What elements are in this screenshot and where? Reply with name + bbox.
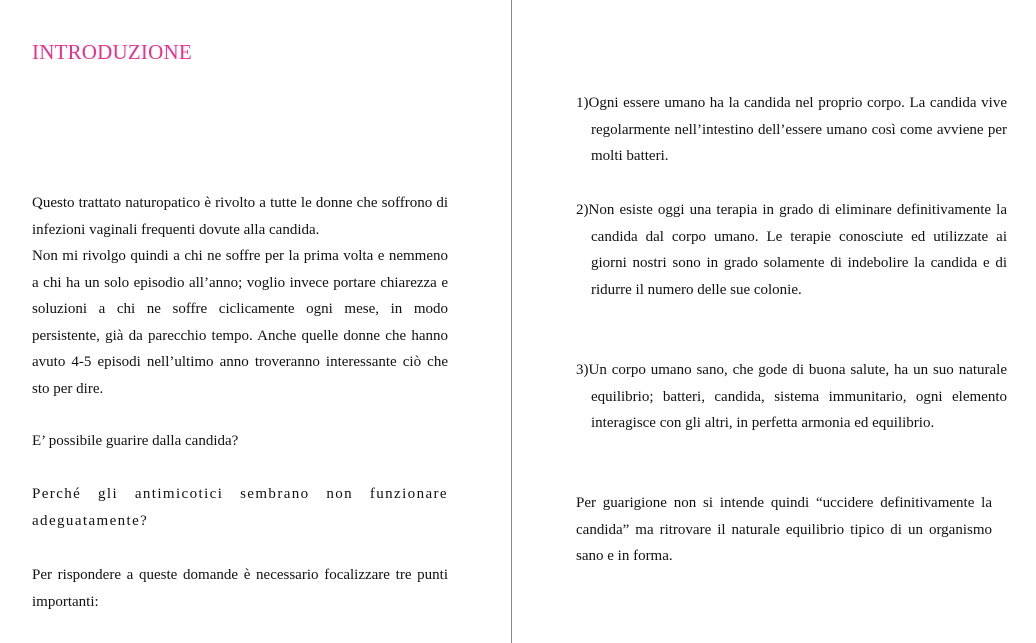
conclusion-paragraph: Per guarigione non si intende quindi “uccidere definitivamente la candida” ma ritrovare il naturale equilibrio tipico di un organismo sano e in forma. [576,495,992,564]
intro-paragraph-1: Questo trattato naturopatico è rivolto a tutte le donne che soffrono di infezioni vaginali frequenti dovute alla candida. [32,195,448,238]
intro-paragraph-2: Non mi rivolgo quindi a chi ne soffre per la prima volta e nemmeno a chi ha un solo episodio all’anno; voglio invece portare chiarezza e soluzioni a chi ne soffre ciclicamente ogni mese, in modo persistente, già da parecchio tempo. Anche quelle donne che hanno avuto 4-5 episodi nell’ultimo anno troveranno interessante ciò che sto per dire. [32,248,448,397]
point-1: 1)Ogni essere umano ha la candida nel proprio corpo. La candida vive regolarmente nell’intestino dell’essere umano così come avviene per molti batteri. [576,95,1007,164]
intro-paragraph-3: Per rispondere a queste domande è necessario focalizzare tre punti importanti: [32,567,448,610]
question-1: E’ possibile guarire dalla candida? [32,433,239,449]
point-3: 3)Un corpo umano sano, che gode di buona salute, ha un suo naturale equilibrio; batteri, candida, sistema immunitario, ogni elemento interagisce con gli altri, in perfetta armonia ed equilibrio. [576,362,1007,431]
right-page [512,0,1036,643]
point-2: 2)Non esiste oggi una terapia in grado di eliminare definitivamente la candida dal corpo umano. Le terapie conosciute ed utilizzate ai giorni nostri sono in grado solamente di indebolire la candida e di ridurre il numero delle sue colonie. [576,202,1007,298]
left-page [0,0,511,643]
question-2: Perché gli antimicotici sembrano non funzionare adeguatamente? [32,486,448,529]
chapter-heading: INTRODUZIONE [32,40,192,64]
